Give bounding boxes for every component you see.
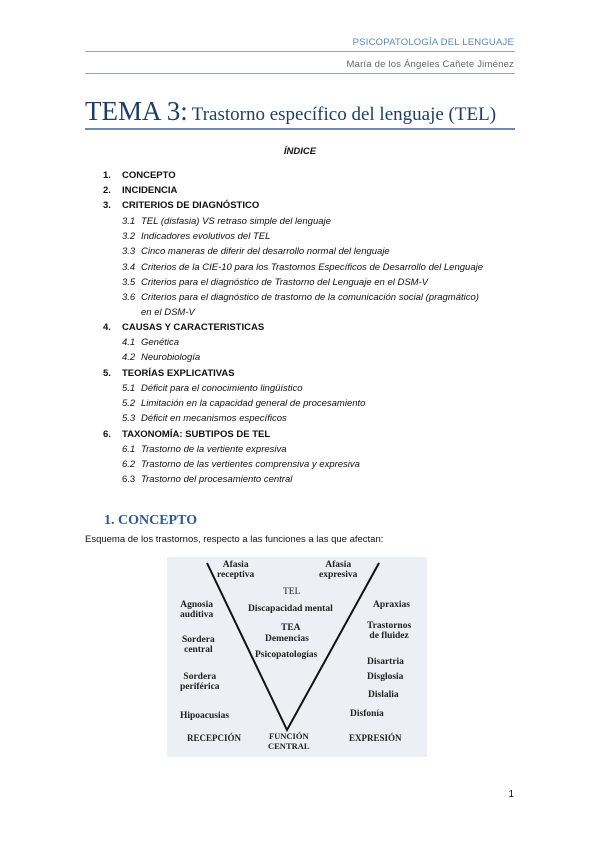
toc-text: Trastorno de la vertiente expresiva <box>141 444 287 455</box>
title-tema: TEMA 3: <box>85 96 188 126</box>
toc-number: 4.1 <box>122 337 136 348</box>
toc-number: 3. <box>103 200 111 211</box>
toc-number: 4. <box>103 322 111 333</box>
toc-text: Criterios para el diagnóstico de trastorno de la comunicación social (pragmático) <box>141 292 479 303</box>
label-disfonia: Disfonía <box>350 709 384 719</box>
label-afasia-receptiva: Afasia receptiva <box>217 560 255 580</box>
label-apraxias: Apraxias <box>373 600 410 610</box>
header-subject: PSICOPATOLOGÍA DEL LENGUAJE <box>352 37 514 48</box>
toc-number: 3.5 <box>122 277 136 288</box>
toc-number: 5.3 <box>122 413 136 424</box>
toc-text: Criterios de la CIE-10 para los Trastornos Específicos de Desarrollo del Lenguaje <box>141 262 483 273</box>
label-funcion-central: FUNCIÓN CENTRAL <box>268 731 310 751</box>
label-trastornos-fluidez: Trastornos de fluidez <box>367 621 412 641</box>
label-disartria: Disartria <box>367 657 404 667</box>
toc-text: CRITERIOS DE DIAGNÓSTICO <box>122 200 260 211</box>
toc-number: 3.1 <box>122 216 136 227</box>
label-tea: TEA <box>281 623 301 633</box>
label-tel: TEL <box>283 587 301 597</box>
toc-number: 6.1 <box>122 444 136 455</box>
title-subtitle: Trastorno específico del lenguaje (TEL) <box>191 104 497 125</box>
toc-number: 4.2 <box>122 352 136 363</box>
label-psicopatologias: Psicopatologías <box>255 650 318 660</box>
label-sordera-central: Sordera central <box>182 635 215 655</box>
toc-number: 6. <box>103 429 111 440</box>
toc-number: 3.6 <box>122 292 136 303</box>
toc-number: 6.2 <box>122 459 136 470</box>
toc-number: 5.1 <box>122 383 136 394</box>
label-agnosia-auditiva: Agnosia auditiva <box>180 600 214 620</box>
disorders-diagram <box>167 557 427 757</box>
section-heading-concepto: 1. CONCEPTO <box>104 513 198 528</box>
toc-number: 3.3 <box>122 246 136 257</box>
header-author: María de los Ángeles Cañete Jiménez <box>346 59 514 70</box>
toc-text: TEL (disfasia) VS retraso simple del lenguaje <box>141 216 331 227</box>
toc-text: CONCEPTO <box>122 170 176 181</box>
toc-text: Indicadores evolutivos del TEL <box>141 231 271 242</box>
toc-text: Genética <box>141 337 180 348</box>
label-afasia-expresiva: Afasia expresiva <box>319 560 358 580</box>
toc-number: 5.2 <box>122 398 136 409</box>
toc-number: 1. <box>103 170 111 181</box>
toc-text: en el DSM-V <box>141 307 195 318</box>
toc-number: 5. <box>103 368 111 379</box>
toc-text: TEORÍAS EXPLICATIVAS <box>122 368 235 379</box>
label-demencias: Demencias <box>265 634 309 644</box>
page-number: 1 <box>508 789 514 800</box>
header-divider <box>85 51 515 52</box>
label-dislalia: Dislalia <box>368 690 399 700</box>
title-underline <box>85 128 515 130</box>
toc-text: Déficit para el conocimiento lingüístico <box>141 383 303 394</box>
toc-number: 2. <box>103 185 111 196</box>
toc-number: 6.3 <box>122 474 136 485</box>
index-heading: ÍNDICE <box>283 146 317 157</box>
label-expresion: EXPRESIÓN <box>349 733 402 743</box>
toc-number: 3.4 <box>122 262 136 273</box>
toc-text: Cinco maneras de diferir del desarrollo normal del lenguaje <box>141 246 390 257</box>
header-divider-2 <box>85 73 515 74</box>
toc-number: 3.2 <box>122 231 136 242</box>
section-intro: Esquema de los trastornos, respecto a las funciones a las que afectan: <box>85 534 384 545</box>
toc-text: Criterios para el diagnóstico de Trastorno del Lenguaje en el DSM-V <box>141 277 429 288</box>
toc-text: Trastorno del procesamiento central <box>141 474 293 485</box>
toc-text: TAXONOMÍA: SUBTIPOS DE TEL <box>122 429 271 440</box>
label-discapacidad-mental: Discapacidad mental <box>248 604 333 614</box>
toc-text: Limitación en la capacidad general de procesamiento <box>141 398 366 409</box>
label-hipoacusias: Hipoacusias <box>180 711 230 721</box>
label-disglosia: Disglosia <box>367 672 404 682</box>
toc-text: CAUSAS Y CARACTERISTICAS <box>122 322 265 333</box>
toc-text: INCIDENCIA <box>122 185 178 196</box>
toc-text: Neurobiología <box>141 352 201 363</box>
label-sordera-periferica: Sordera periférica <box>180 672 220 692</box>
toc-text: Déficit en mecanismos específicos <box>141 413 287 424</box>
page-title <box>85 96 496 127</box>
toc-text: Trastorno de las vertientes comprensiva y expresiva <box>141 459 360 470</box>
label-recepcion: RECEPCIÓN <box>187 733 242 743</box>
